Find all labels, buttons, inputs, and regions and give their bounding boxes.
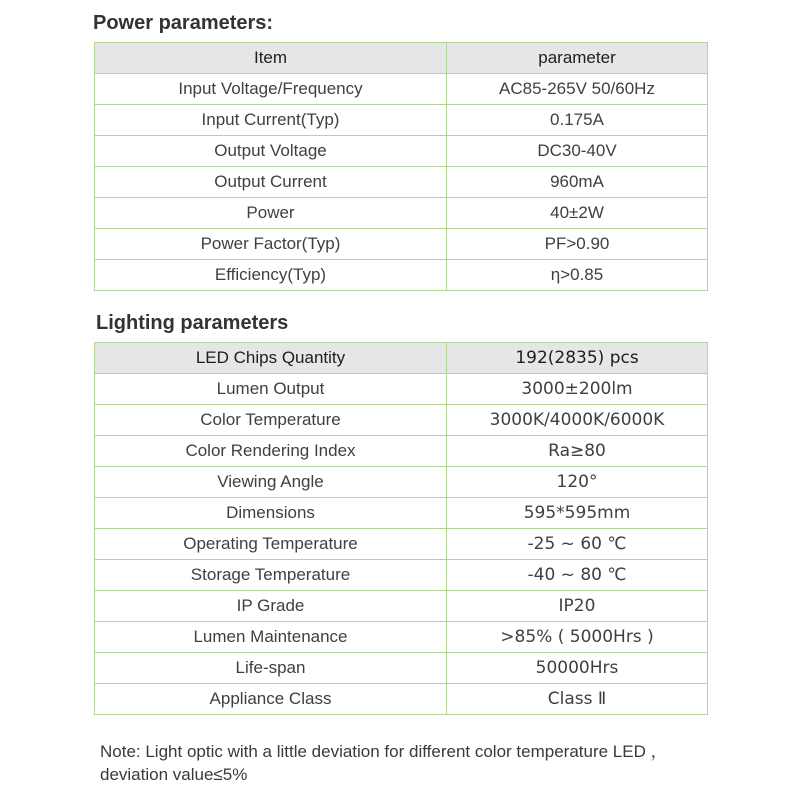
row-label: Power Factor(Typ) [95, 229, 447, 260]
row-label: Viewing Angle [95, 467, 447, 498]
table-row [95, 436, 708, 467]
row-value: Ra≥80 [447, 436, 708, 467]
column-header-led-chips-quantity: LED Chips Quantity [95, 343, 447, 374]
table-row [95, 167, 708, 198]
row-value: 40±2W [447, 198, 708, 229]
row-label: Dimensions [95, 498, 447, 529]
row-label: Storage Temperature [95, 560, 447, 591]
table-row [95, 591, 708, 622]
row-label: Operating Temperature [95, 529, 447, 560]
column-header-item: Item [95, 43, 447, 74]
row-value: 3000K/4000K/6000K [447, 405, 708, 436]
table-row [95, 622, 708, 653]
led-chips-quantity-value: 192(2835) pcs [447, 343, 708, 374]
table-row [95, 467, 708, 498]
table-row [95, 229, 708, 260]
deviation-note [100, 740, 740, 786]
row-value: PF>0.90 [447, 229, 708, 260]
row-value: -25 ~ 60 ℃ [447, 529, 708, 560]
table-row [95, 529, 708, 560]
row-value: 120° [447, 467, 708, 498]
row-label: Color Temperature [95, 405, 447, 436]
row-value: η>0.85 [447, 260, 708, 291]
table-row [95, 560, 708, 591]
row-label: Efficiency(Typ) [95, 260, 447, 291]
power-parameters-heading: Power parameters: [93, 12, 274, 34]
row-value: 595*595mm [447, 498, 708, 529]
note-line-2: deviation value≤5% [100, 765, 248, 784]
row-value: 960mA [447, 167, 708, 198]
table-row [95, 405, 708, 436]
table-row [95, 74, 708, 105]
table-row [95, 498, 708, 529]
row-label: Lumen Output [95, 374, 447, 405]
row-value: 3000±200lm [447, 374, 708, 405]
row-value: 50000Hrs [447, 653, 708, 684]
table-row [95, 653, 708, 684]
power-parameters-table [94, 42, 708, 291]
table-row [95, 260, 708, 291]
row-label: IP Grade [95, 591, 447, 622]
row-value: AC85-265V 50/60Hz [447, 74, 708, 105]
table-row [95, 136, 708, 167]
table-row [95, 105, 708, 136]
table-header-row [95, 43, 708, 74]
row-label: Life-span [95, 653, 447, 684]
note-line-1: Note: Light optic with a little deviation for different color temperature LED ， [100, 742, 668, 761]
row-value: DC30-40V [447, 136, 708, 167]
table-row [95, 374, 708, 405]
row-label: Output Current [95, 167, 447, 198]
row-value: IP20 [447, 591, 708, 622]
row-label: Appliance Class [95, 684, 447, 715]
table-header-row [95, 343, 708, 374]
row-label: Input Voltage/Frequency [95, 74, 447, 105]
table-row [95, 684, 708, 715]
row-label: Lumen Maintenance [95, 622, 447, 653]
row-value: Class Ⅱ [447, 684, 708, 715]
row-value: 0.175A [447, 105, 708, 136]
row-value: -40 ~ 80 ℃ [447, 560, 708, 591]
lighting-parameters-heading: Lighting parameters [96, 312, 289, 334]
row-label: Power [95, 198, 447, 229]
row-label: Color Rendering Index [95, 436, 447, 467]
table-row [95, 198, 708, 229]
column-header-parameter: parameter [447, 43, 708, 74]
row-label: Input Current(Typ) [95, 105, 447, 136]
lighting-parameters-table [94, 342, 708, 715]
row-value: >85% ( 5000Hrs ) [447, 622, 708, 653]
row-label: Output Voltage [95, 136, 447, 167]
